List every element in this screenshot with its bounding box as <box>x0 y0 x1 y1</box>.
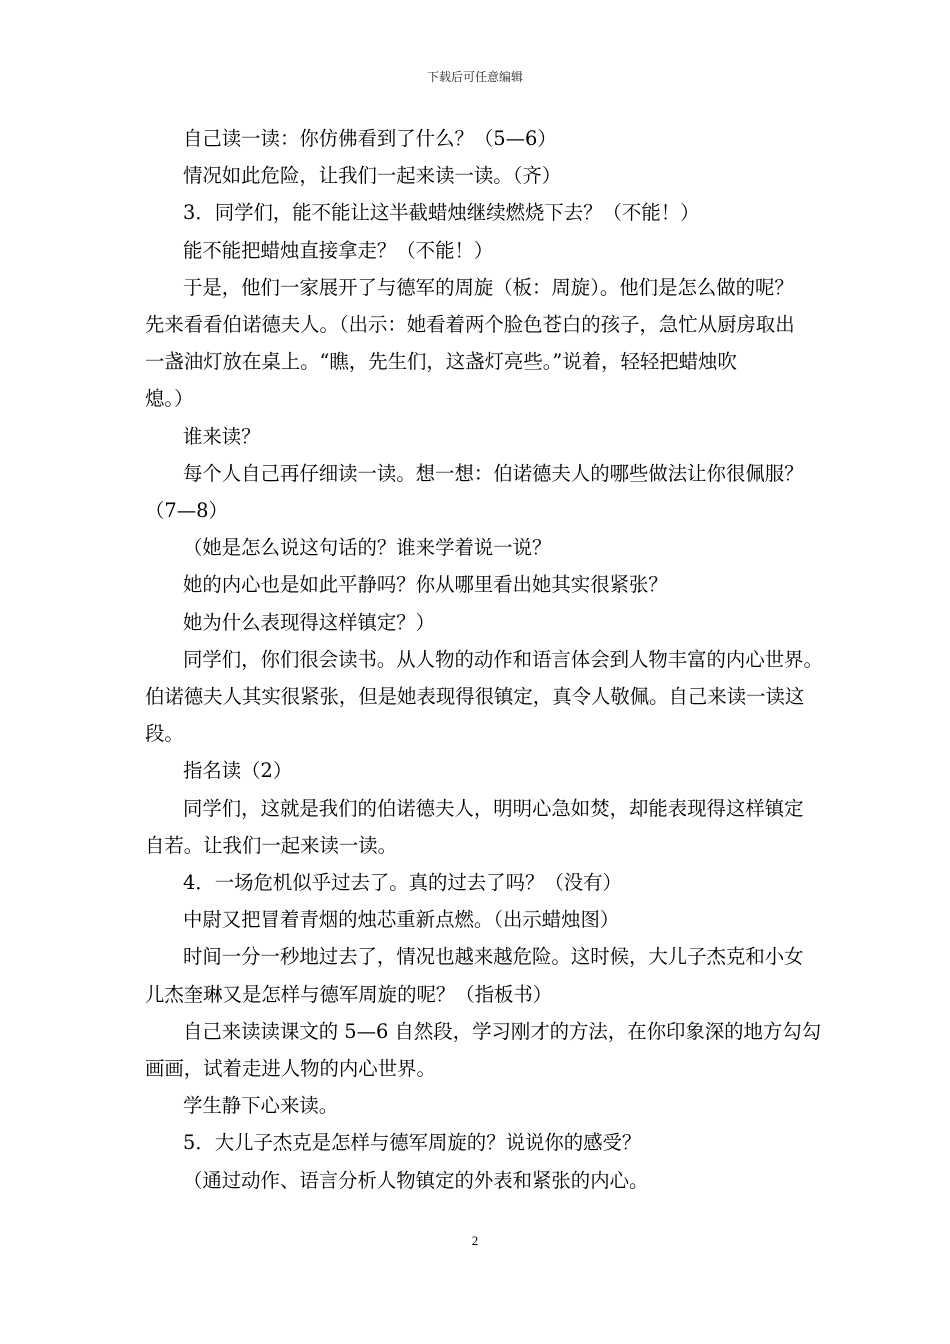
text-line: 时间一分一秒地过去了，情况也越来越危险。这时候，大儿子杰克和小女 <box>183 945 804 969</box>
text-line: 同学们，你们很会读书。从人物的动作和语言体会到人物丰富的内心世界。 <box>183 647 823 671</box>
text-line: 5．大儿子杰克是怎样与德军周旋的？说说你的感受？ <box>183 1131 642 1155</box>
text-line: 指名读（2） <box>183 759 293 783</box>
text-line: 自若。让我们一起来读一读。 <box>145 833 398 857</box>
text-line: 画画，试着走进人物的内心世界。 <box>145 1057 436 1081</box>
text-line: 于是，他们一家展开了与德军的周旋（板：周旋）。他们是怎么做的呢？ <box>183 275 794 299</box>
page-number: 2 <box>471 1233 479 1248</box>
text-line: 4．一场危机似乎过去了。真的过去了吗？（没有） <box>183 871 622 895</box>
text-line: （7—8） <box>145 499 228 523</box>
text-line: 熄。） <box>145 387 194 411</box>
text-line: 儿杰奎琳又是怎样与德军周旋的呢？（指板书） <box>145 982 553 1006</box>
text-line: 先来看看伯诺德夫人。（出示：她看着两个脸色苍白的孩子，急忙从厨房取出 <box>145 313 795 337</box>
text-line: 学生静下心来读。 <box>183 1094 339 1118</box>
text-line: 情况如此危险，让我们一起来读一读。（齐） <box>183 164 562 188</box>
text-line: 段。 <box>145 722 184 746</box>
text-line: 一盏油灯放在桌上。“瞧，先生们，这盏灯亮些。”说着，轻轻把蜡烛吹 <box>145 350 737 374</box>
text-line: （她是怎么说这句话的？谁来学着说一说？ <box>183 536 552 560</box>
text-line: 能不能把蜡烛直接拿走？（不能！） <box>183 238 494 262</box>
text-line: 中尉又把冒着青烟的烛芯重新点燃。（出示蜡烛图） <box>183 908 620 932</box>
text-line: （通过动作、语言分析人物镇定的外表和紧张的内心。 <box>183 1168 649 1192</box>
text-line: 同学们，这就是我们的伯诺德夫人，明明心急如焚，却能表现得这样镇定 <box>183 796 804 820</box>
text-line: 3．同学们，能不能让这半截蜡烛继续燃烧下去？（不能！） <box>183 201 700 225</box>
text-line: 每个人自己再仔细读一读。想一想：伯诺德夫人的哪些做法让你很佩服？ <box>183 461 804 485</box>
document-body <box>145 120 823 1199</box>
text-line: 她为什么表现得这样镇定？） <box>183 610 436 634</box>
text-line: 她的内心也是如此平静吗？你从哪里看出她其实很紧张？ <box>183 573 668 597</box>
page-header: 下载后可任意编辑 <box>426 70 523 84</box>
text-line: 自己读一读：你仿佛看到了什么？（5—6） <box>183 127 557 150</box>
text-line: 伯诺德夫人其实很紧张，但是她表现得很镇定，真令人敬佩。自己来读一读这 <box>145 685 805 709</box>
text-line: 谁来读？ <box>183 424 261 448</box>
text-line: 自己来读读课文的 5—6 自然段，学习刚才的方法，在你印象深的地方勾勾 <box>183 1019 822 1043</box>
